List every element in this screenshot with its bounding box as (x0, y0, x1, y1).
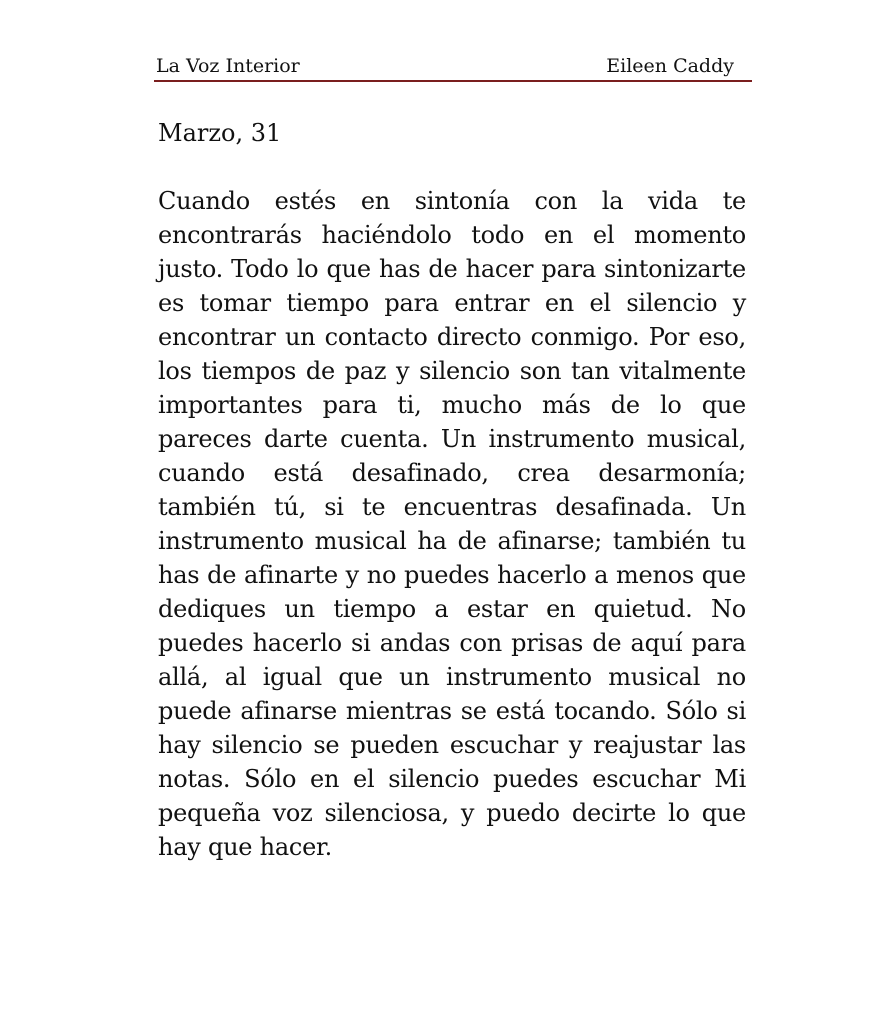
document-page (158, 52, 750, 888)
entry-body-text: Cuando estés en sintonía con la vida te encontrarás haciéndolo todo en el momento justo. Todo lo que has de hacer para sintonizarte es tomar tiempo para entrar en el silencio y encontrar un contacto directo conmigo. Por eso, los tiempos de paz y silencio son tan vitalmente importantes para ti, mucho más de lo que pareces darte cuenta. Un instrumento musical, cuando está desafinado, crea desarmonía; también tú, si te encuentras desafinada. Un instrumento musical ha de afinarse; también tu has de afinarte y no puedes hacerlo a menos que dediques un tiempo a estar en quietud. No puedes hacerlo si andas con prisas de aquí para allá, al igual que un instrumento musical no puede afinarse mientras se está tocando. Sólo si hay silencio se pueden escuchar y reajustar las notas. Sólo en el silencio puedes escuchar Mi pequeña voz silenciosa, y puedo decirte lo que hay que hacer. (158, 187, 746, 861)
page-header (154, 52, 752, 82)
author-name: Eileen Caddy (606, 55, 734, 77)
entry-date: Marzo, 31 (158, 119, 282, 147)
book-title: La Voz Interior (156, 55, 300, 77)
